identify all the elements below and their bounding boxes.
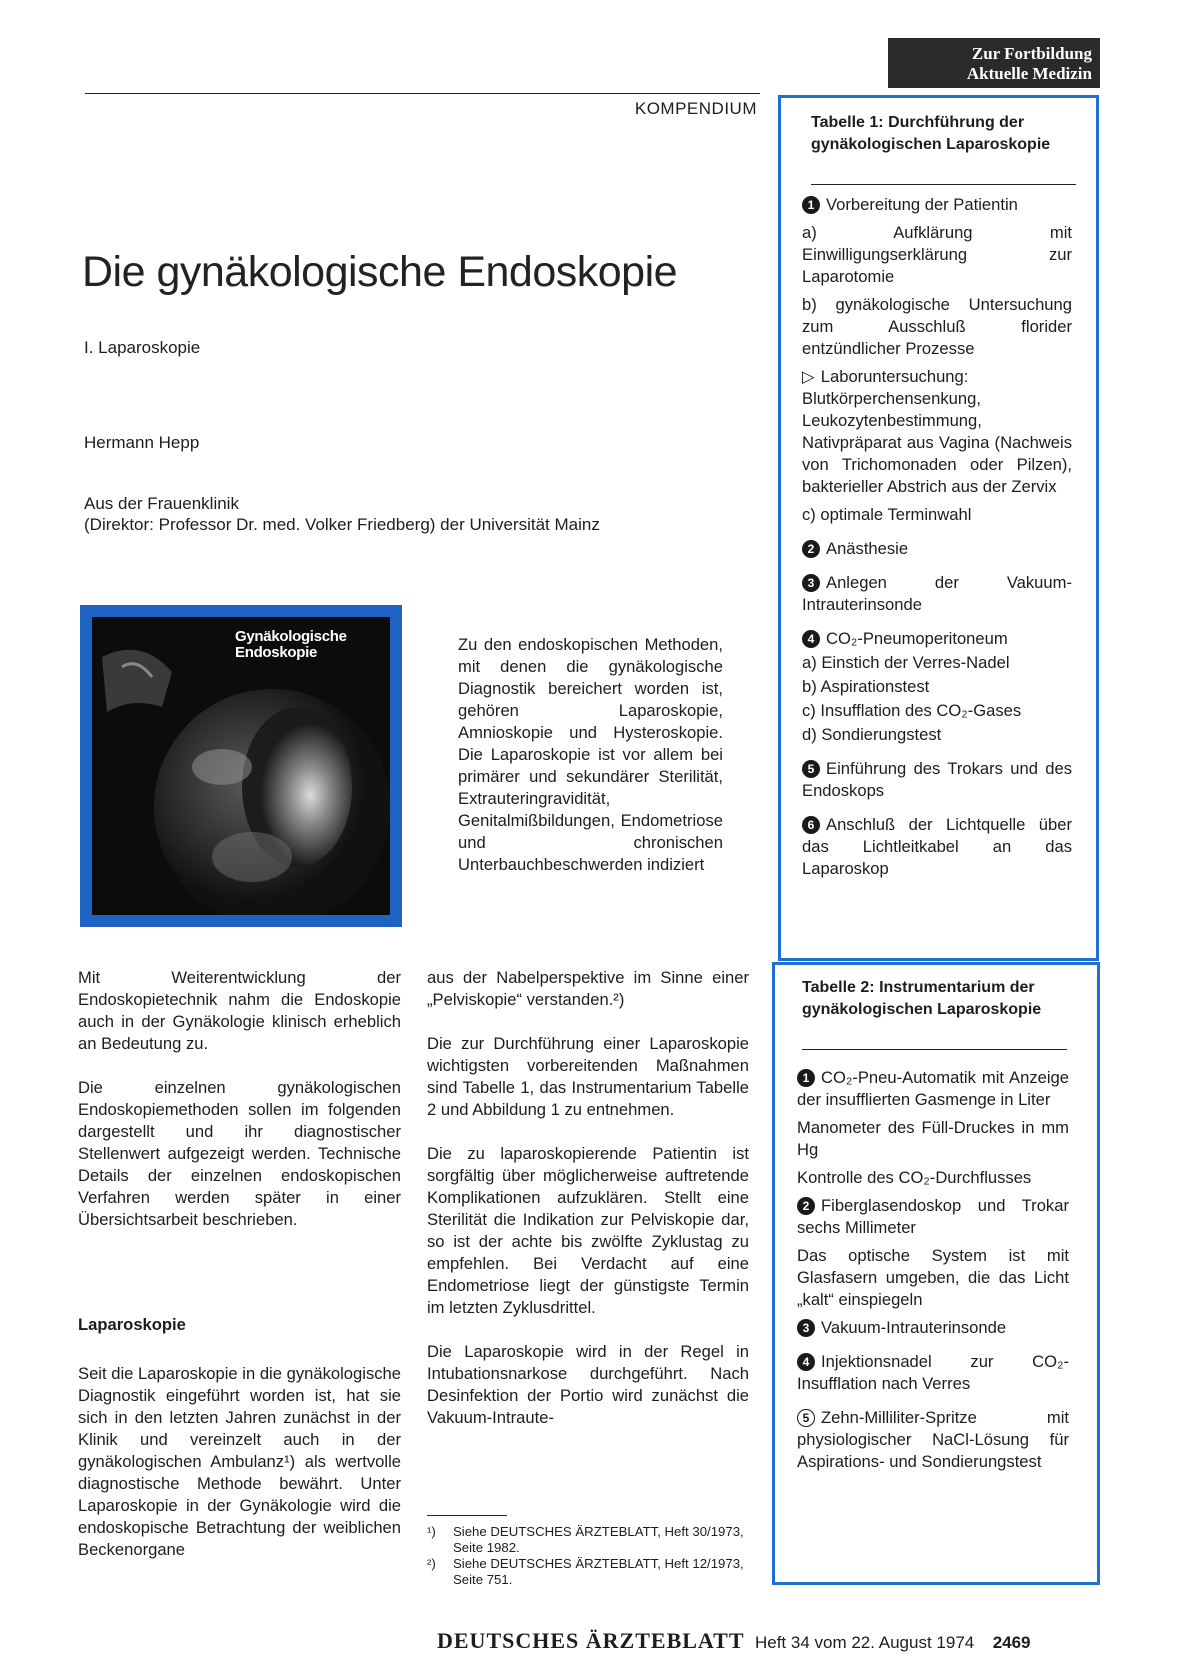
- paragraph: Die Laparoskopie wird in der Regel in Intubationsnarkose durchgeführt. Nach Desinfektion der Portio wird zunächst die Vakuum-Intraute-: [427, 1342, 749, 1427]
- table-item: 3 Anlegen der Vakuum-Intrauterinsonde: [802, 573, 1072, 614]
- intro-abstract: [458, 634, 723, 876]
- table-subitem: Kontrolle des CO₂-Durchflusses: [797, 1168, 1032, 1187]
- figure-caption: [235, 629, 347, 661]
- issue-info: Heft 34 vom 22. August 1974: [754, 1633, 975, 1652]
- page-number: 2469: [992, 1633, 1031, 1652]
- section-label: KOMPENDIUM: [634, 99, 757, 118]
- intro-text: Zu den endoskopischen Methoden, mit denen die gynäkologische Diagnostik bereichert worden ist, gehören Laparoskopie, Amnioskopie und Hysteroskopie. Die Laparoskopie ist vor allem bei primärer und sekundärer Sterilität, Extrauteringravidität, Genitalmißbildungen, Endometriose und chronischen Unterbauchbeschwerden indiziert: [458, 635, 723, 874]
- footnote-text: Siehe DEUTSCHES ÄRZTEBLATT, Heft 12/1973, Seite 751.: [453, 1556, 744, 1587]
- header-rule: [85, 93, 760, 94]
- number-badge-icon: 3: [802, 574, 820, 592]
- section-badge: [888, 38, 1100, 88]
- table-2-rule: [802, 1049, 1067, 1050]
- number-badge-icon: 4: [797, 1353, 815, 1371]
- footnote: [427, 1556, 749, 1588]
- footnote: [427, 1524, 749, 1556]
- paragraph: Die zur Durchführung einer Laparoskopie wichtigsten vorbereitenden Maßnahmen sind Tabelle 1, das Instrumentarium Tabelle 2 und Abbildung 1 zu entnehmen.: [427, 1034, 749, 1119]
- table-subitem: b) Aspirationstest: [802, 677, 930, 696]
- table-subitem: a) Einstich der Verres-Nadel: [802, 653, 1010, 672]
- footnote-number: ¹): [427, 1524, 436, 1539]
- table-item: 1 Vorbereitung der Patientin: [802, 194, 1072, 216]
- table-item: 1 CO₂-Pneu-Automatik mit Anzeige der insufflierten Gasmenge in Liter: [797, 1068, 1069, 1109]
- article-subtitle: I. Laparoskopie: [84, 338, 201, 357]
- table-1-body: [802, 194, 1072, 886]
- affiliation: [84, 493, 600, 535]
- table-item: 5 Zehn-Milliliter-Spritze mit physiologischer NaCl-Lösung für Aspirations- und Sondierungstest: [797, 1408, 1069, 1471]
- figure-caption-line-2: Endoskopie: [235, 644, 318, 661]
- table-item: 4 CO₂-Pneumoperitoneum: [802, 628, 1072, 650]
- affiliation-line-1: Aus der Frauenklinik: [84, 494, 239, 513]
- triangle-bullet-icon: ▷: [802, 367, 815, 386]
- page-footer: [437, 1628, 1031, 1654]
- badge-line-2: Aktuelle Medizin: [966, 64, 1092, 83]
- table-subitem: b) gynäkologische Untersuchung zum Ausschluß florider entzündlicher Prozesse: [802, 295, 1072, 358]
- number-badge-icon: 1: [802, 196, 820, 214]
- cover-figure: [80, 605, 402, 927]
- table-subitem: a) Aufklärung mit Einwilligungserklärung zur Laparotomie: [802, 223, 1072, 286]
- table-item: 2 Fiberglasendoskop und Trokar sechs Millimeter: [797, 1196, 1069, 1237]
- footnotes: [427, 1524, 749, 1588]
- body-column-1: [78, 967, 401, 1253]
- author-name: Hermann Hepp: [84, 433, 200, 452]
- figure-caption-line-1: Gynäkologische: [235, 628, 347, 645]
- paragraph: Die einzelnen gynäkologischen Endoskopiemethoden sollen im folgenden dargestellt und ihr diagnostischer Stellenwert aufgezeigt werden. Technische Details der einzelnen endoskopischen Verfahren werden später in einer Übersichtsarbeit beschrieben.: [78, 1078, 401, 1229]
- footnote-text: Siehe DEUTSCHES ÄRZTEBLATT, Heft 30/1973, Seite 1982.: [453, 1524, 744, 1555]
- table-subitem: ▷ Laboruntersuchung: Blutkörperchensenkung, Leukozytenbestimmung, Nativpräparat aus Vagina (Nachweis von Trichomonaden oder Pilzen), bakterieller Abstrich aus der Zervix: [802, 367, 1072, 496]
- footnote-rule: [427, 1515, 507, 1516]
- paragraph: aus der Nabelperspektive im Sinne einer „Pelviskopie“ verstanden.²): [427, 968, 749, 1009]
- table-2-body: [797, 1067, 1069, 1479]
- endoscopic-image: [92, 617, 390, 915]
- affiliation-line-2: (Direktor: Professor Dr. med. Volker Friedberg) der Universität Mainz: [84, 515, 600, 534]
- table-item: 4 Injektionsnadel zur CO₂-Insufflation nach Verres: [797, 1352, 1069, 1393]
- paragraph: Die zu laparoskopierende Patientin ist sorgfältig über möglicherweise auftretende Komplikationen aufzuklären. Stellt eine Sterilität die Indikation zur Pelviskopie dar, so ist der achte bis zwölfte Zyklustag zu empfehlen. Bei Verdacht auf eine Endometriose liegt der günstigste Termin im letzten Zyklusdrittel.: [427, 1144, 749, 1317]
- number-badge-icon: 1: [797, 1069, 815, 1087]
- number-badge-icon: 3: [797, 1319, 815, 1337]
- table-2-caption: Tabelle 2: Instrumentarium der gynäkologischen Laparoskopie: [802, 979, 1042, 1018]
- table-item: 2 Anästhesie: [802, 538, 1072, 560]
- table-item: 5 Einführung des Trokars und des Endoskops: [802, 759, 1072, 800]
- number-badge-icon: 2: [802, 540, 820, 558]
- number-badge-icon: 2: [797, 1197, 815, 1215]
- badge-line-1: Zur Fortbildung: [971, 44, 1092, 63]
- body-column-2: [427, 967, 749, 1451]
- number-badge-icon: 5: [802, 760, 820, 778]
- table-subitem: c) Insufflation des CO₂-Gases: [802, 701, 1022, 720]
- table-subitem: d) Sondierungstest: [802, 725, 942, 744]
- table-subitem: Manometer des Füll-Druckes in mm Hg: [797, 1118, 1069, 1159]
- table-subitem: Das optische System ist mit Glasfasern umgeben, die das Licht „kalt“ einspiegeln: [797, 1246, 1069, 1309]
- article-title: Die gynäkologische Endoskopie: [82, 248, 678, 296]
- footnote-number: ²): [427, 1556, 436, 1571]
- number-badge-icon: 4: [802, 630, 820, 648]
- number-circle-icon: 5: [797, 1409, 815, 1427]
- body-column-1-continued: [78, 1363, 401, 1583]
- table-1-rule: [811, 184, 1076, 185]
- table-item: 6 Anschluß der Lichtquelle über das Lichtleitkabel an das Laparoskop: [802, 815, 1072, 878]
- journal-name: DEUTSCHES ÄRZTEBLATT: [437, 1628, 745, 1653]
- table-subitem: c) optimale Terminwahl: [802, 505, 972, 524]
- endoscopic-photo: [92, 617, 390, 915]
- table-1: [778, 95, 1099, 961]
- table-2: [772, 962, 1100, 1585]
- paragraph: Seit die Laparoskopie in die gynäkologische Diagnostik eingeführt worden ist, hat sie sich in den letzten Jahren zunächst in der Klinik und vereinzelt auch in der gynäkologischen Ambulanz¹) als wertvolle diagnostische Methode bewährt. Unter Laparoskopie in der Gynäkologie wird die endoskopische Betrachtung der weiblichen Beckenorgane: [78, 1364, 401, 1559]
- section-heading: Laparoskopie: [78, 1315, 186, 1334]
- table-1-caption: Tabelle 1: Durchführung der gynäkologischen Laparoskopie: [811, 114, 1051, 153]
- number-badge-icon: 6: [802, 816, 820, 834]
- paragraph: Mit Weiterentwicklung der Endoskopietechnik nahm die Endoskopie auch in der Gynäkologie klinisch erheblich an Bedeutung zu.: [78, 968, 401, 1053]
- table-item: 3 Vakuum-Intrauterinsonde: [797, 1317, 1069, 1339]
